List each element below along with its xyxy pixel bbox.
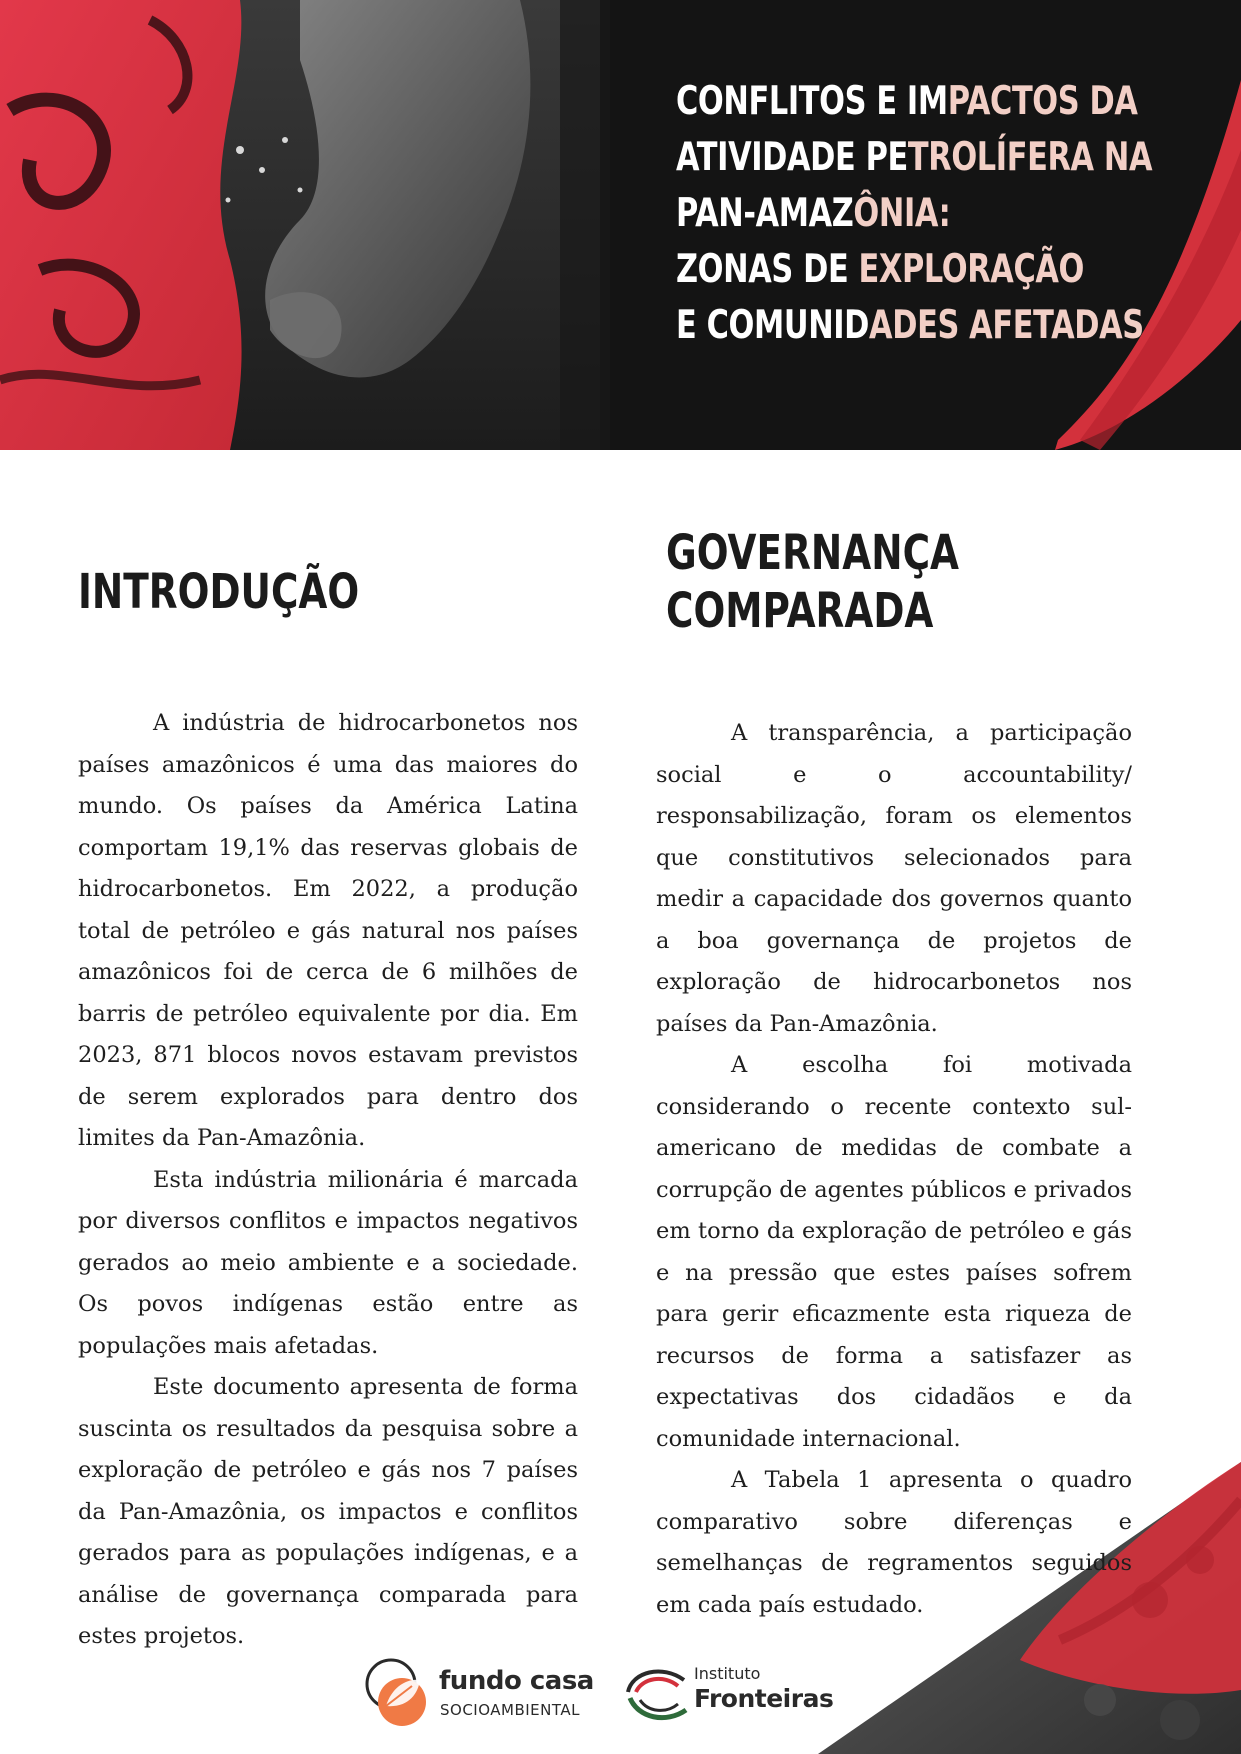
fundo-casa-name: fundo casa [439, 1666, 594, 1696]
footer-logos [364, 1656, 844, 1732]
title-line: ZONAS DE EXPLORAÇÃO [676, 247, 1085, 292]
instituto-fronteiras-logo [622, 1658, 842, 1728]
paragraph: A escolha foi motivada considerando o recente contexto sul-americano de medidas de combate a corrupção de agentes públicos e privados em torno da exploração de petróleo e gás e na pressão que estes países sofrem para gerir eficazmente esta riqueza de recursos de forma a satisfazer as expectativas dos cidadãos e da comunidade internacional. [656, 1052, 1132, 1452]
leaf-circle-icon [364, 1656, 434, 1732]
paragraph: A transparência, a participação social e o accountability/ responsabilização, foram os elementos que constitutivos selecionados para medir a capacidade dos governos quanto a boa governança de projetos de exploração de hidrocarbonetos nos países da Pan-Amazônia. [656, 720, 1132, 1037]
intro-text [78, 703, 578, 1658]
instituto-name: Fronteiras [694, 1684, 834, 1713]
fundo-casa-logo [364, 1656, 594, 1732]
title-line: PAN-AMAZÔNIA: [676, 191, 951, 236]
arcs-icon [622, 1662, 692, 1726]
governance-text [656, 713, 1132, 1626]
fundo-casa-subtitle: SOCIOAMBIENTAL [440, 1701, 581, 1719]
title-line: E COMUNIDADES AFETADAS [676, 303, 1144, 348]
title-line: ATIVIDADE PETROLÍFERA NA [676, 135, 1153, 180]
paragraph: Esta indústria milionária é marcada por diversos conflitos e impactos negativos gerados ao meio ambiente e a sociedade. Os povos indígenas estão entre as populações mais afetadas. [78, 1166, 578, 1359]
paragraph: A indústria de hidrocarbonetos nos países amazônicos é uma das maiores do mundo. Os países da América Latina comportam 19,1% das reservas globais de hidrocarbonetos. Em 2022, a produção total de petróleo e gás natural nos países amazônicos foi de cerca de 6 milhões de barris de petróleo equivalente por dia. Em 2023, 871 blocos novos estavam previstos de serem explorados para dentro dos limites da Pan-Amazônia. [78, 710, 578, 1151]
instituto-subtitle: Instituto [694, 1664, 761, 1683]
intro-heading: INTRODUÇÃO [78, 564, 360, 620]
title-line: CONFLITOS E IMPACTOS DA [676, 79, 1138, 124]
governance-heading: GOVERNANÇA COMPARADA [666, 525, 960, 639]
paragraph: Este documento apresenta de forma suscinta os resultados da pesquisa sobre a exploração de petróleo e gás nos 7 países da Pan-Amazônia, os impactos e conflitos gerados para as populações indígenas, e a análise de governança comparada para estes projetos. [78, 1374, 578, 1649]
paragraph: A Tabela 1 apresenta o quadro comparativo sobre diferenças e semelhanças de regramentos seguidos em cada país estudado. [656, 1467, 1132, 1618]
